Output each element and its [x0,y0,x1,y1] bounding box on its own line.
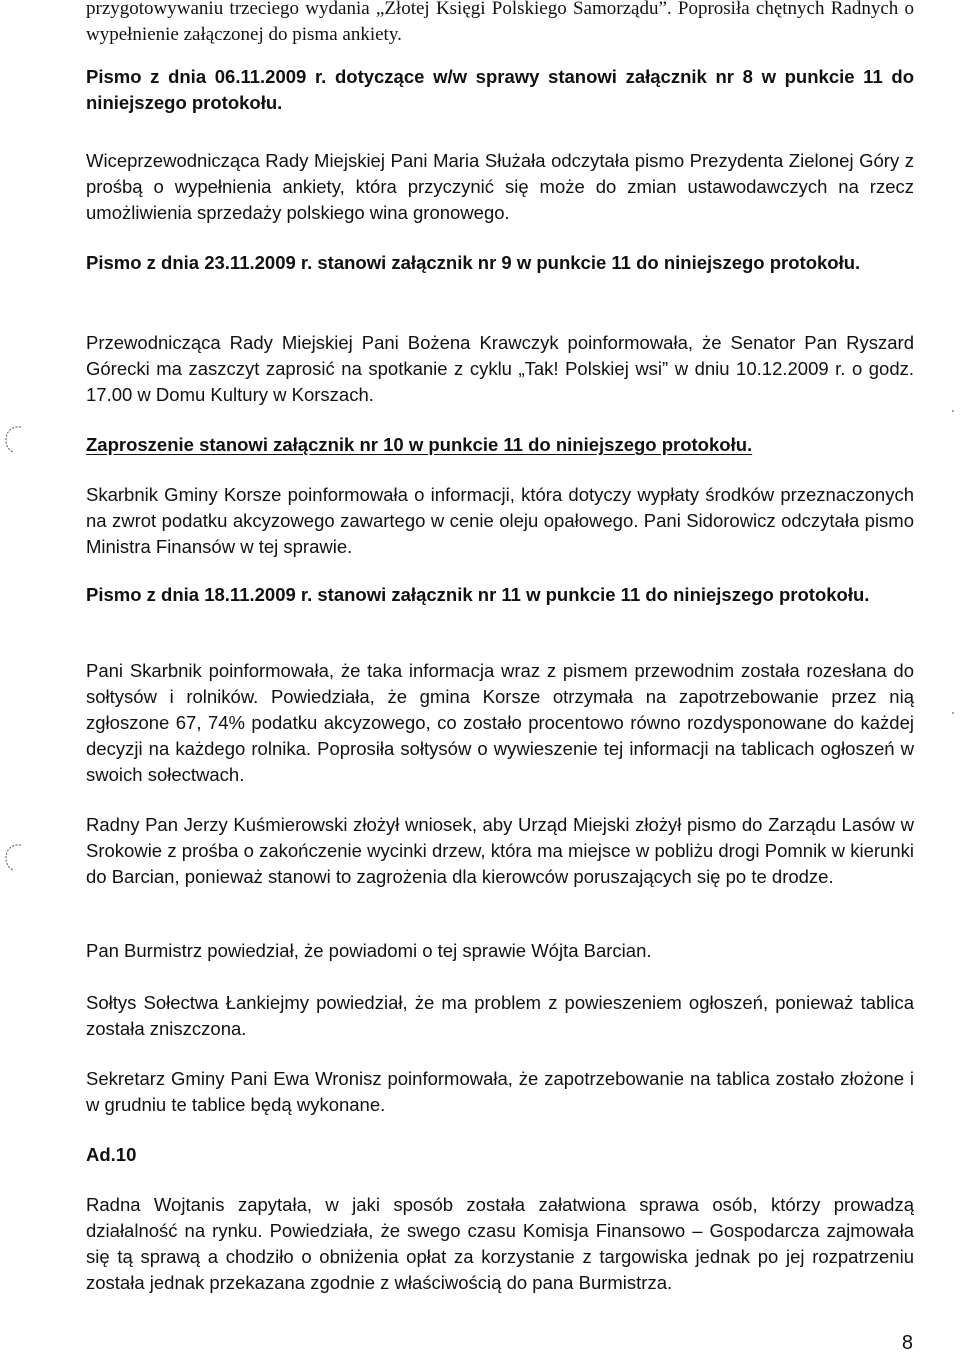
paragraph-councillor-question: Radna Wojtanis zapytała, w jaki sposób została załatwiona sprawa osób, którzy prowadzą działalność na rynku. Powiedziała, że swego czasu Komisja Finansowo – Gospodarcza zajmowała się tą sprawą a chodziło o obniżenia opłat za korzystanie z targowiska jednak po jej rozpatrzeniu została jednak przekazana zgodnie z właściwością do pana Burmistrza. [86,1194,914,1293]
scan-speck [952,410,954,412]
section-heading-ad10: Ad.10 [86,1144,137,1165]
attachment-note-9: Pismo z dnia 23.11.2009 r. stanowi załącznik nr 9 w punkcie 11 do niniejszego protokołu. [86,252,861,273]
paragraph-councillor-motion: Radny Pan Jerzy Kuśmierowski złożył wniosek, aby Urząd Miejski złożył pismo do Zarządu Lasów w Srokowie z prośba o zakończenie wycinki drzew, która ma miejsce w pobliżu drogi Pomnik w kierunki do Barcian, ponieważ stanowi to zagrożenia dla kierowców poruszających się po te drodze. [86,814,914,887]
paragraph-treasurer: Skarbnik Gminy Korsze poinformowała o informacji, która dotyczy wypłaty środków przeznaczonych na zwrot podatku akcyzowego zawartego w cenie oleju opałowego. Pani Sidorowicz odczytała pismo Ministra Finansów w tej sprawie. [86,484,914,557]
paragraph-chair-invitation: Przewodnicząca Rady Miejskiej Pani Bożena Krawczyk poinformowała, że Senator Pan Ryszard Górecki ma zaszczyt zaprosić na spotkanie z cyklu „Tak! Polskiej wsi” w dniu 10.12.2009 r. o godz. 17.00 w Domu Kultury w Korszach. [86,332,914,405]
scan-artifact-mark [3,842,23,872]
paragraph-village-head: Sołtys Sołectwa Łankiejmy powiedział, że ma problem z powieszeniem ogłoszeń, ponieważ tablica została zniszczona. [86,992,914,1039]
paragraph-vice-chair: Wiceprzewodnicząca Rady Miejskiej Pani Maria Służała odczytała pismo Prezydenta Zielonej Góry z prośbą o wypełnienia ankiety, która przyczynić się może do zmian ustawodawczych na rzecz umożliwienia sprzedaży polskiego wina gronowego. [86,150,914,223]
paragraph-intro: przygotowywaniu trzeciego wydania „Złotej Księgi Polskiego Samorządu”. Poprosiła chętnych Radnych o wypełnienie załączonej do pisma ankiety. [86,0,914,45]
paragraph-treasurer-info: Pani Skarbnik poinformowała, że taka informacja wraz z pismem przewodnim została rozesłana do sołtysów i rolników. Powiedziała, że gmina Korsze otrzymała na zapotrzebowanie przez nią zgłoszone 67, 74% podatku akcyzowego, co zostało procentowo równo rozdysponowane do każdej decyzji na każdego rolnika. Poprosiła sołtysów o wywieszenie tej informacji na tablicach ogłoszeń w swoich sołectwach. [86,660,914,785]
attachment-note-8: Pismo z dnia 06.11.2009 r. dotyczące w/w sprawy stanowi załącznik nr 8 w punkcie 11 do niniejszego protokołu. [86,66,914,113]
page-number: 8 [901,1332,913,1354]
attachment-note-11: Pismo z dnia 18.11.2009 r. stanowi załącznik nr 11 w punkcie 11 do niniejszego protokołu. [86,584,870,605]
scan-artifact-mark [3,424,23,454]
paragraph-secretary: Sekretarz Gminy Pani Ewa Wronisz poinformowała, że zapotrzebowanie na tablica zostało złożone i w grudniu te tablice będą wykonane. [86,1068,914,1115]
scan-speck [952,712,954,714]
paragraph-mayor: Pan Burmistrz powiedział, że powiadomi o tej sprawie Wójta Barcian. [86,940,652,961]
attachment-note-10: Zaproszenie stanowi załącznik nr 10 w punkcie 11 do niniejszego protokołu. [86,434,753,455]
